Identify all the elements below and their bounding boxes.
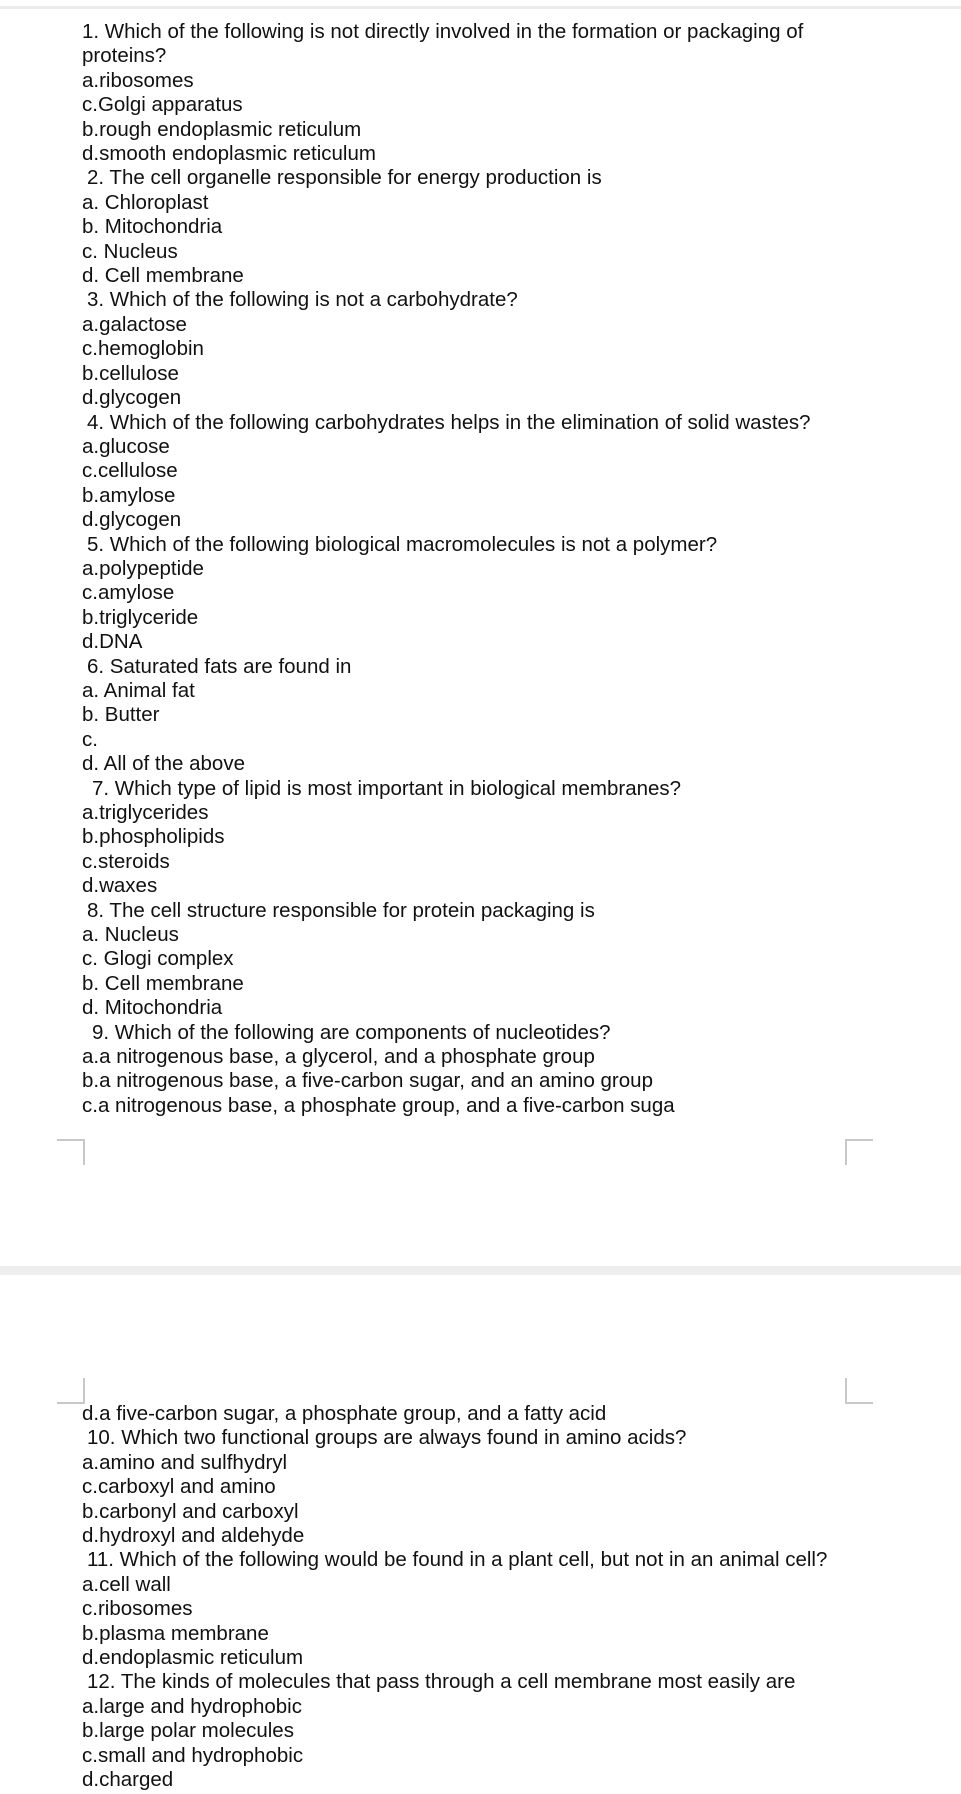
q5-option-a: a.polypeptide: [82, 556, 204, 580]
q9-question: 9. Which of the following are components of nucleotides?: [92, 1020, 611, 1044]
q12-question: 12. The kinds of molecules that pass through a cell membrane most easily are: [87, 1670, 796, 1694]
q10-option-b: b.carbonyl and carboxyl: [82, 1499, 299, 1523]
q10-option-c: c.carboxyl and amino: [82, 1475, 276, 1499]
page-corner-mark-bottom-left: [57, 1139, 85, 1165]
q9-option-c: c.a nitrogenous base, a phosphate group, and a five-carbon suga: [82, 1093, 675, 1117]
page-1-text: [82, 20, 882, 1118]
q8-option-c: c. Glogi complex: [82, 947, 234, 971]
q9-option-b: b.a nitrogenous base, a five-carbon sugar, and an amino group: [82, 1069, 653, 1093]
q7-option-b: b.phospholipids: [82, 825, 225, 849]
page-break: [0, 1266, 961, 1275]
q3-option-c: c.hemoglobin: [82, 337, 204, 361]
q5-option-c: c.amylose: [82, 581, 175, 605]
q7-option-d: d.waxes: [82, 874, 158, 898]
q9-option-a: a.a nitrogenous base, a glycerol, and a phosphate group: [82, 1045, 595, 1069]
q9-option-d: d.a five-carbon sugar, a phosphate group, and a fatty acid: [82, 1402, 607, 1425]
q4-option-b: b.amylose: [82, 483, 176, 507]
q10-question: 10. Which two functional groups are always found in amino acids?: [87, 1426, 687, 1450]
q7-option-a: a.triglycerides: [82, 801, 209, 824]
q2-option-b: b. Mitochondria: [82, 215, 223, 239]
q7-option-c: c.steroids: [82, 849, 170, 873]
q11-option-b: b.plasma membrane: [82, 1621, 269, 1645]
q1-option-a: a.ribosomes: [82, 68, 194, 92]
q1-option-b: b.rough endoplasmic reticulum: [82, 117, 362, 141]
q2-question: 2. The cell organelle responsible for energy production is: [87, 166, 602, 190]
page-corner-mark-top-right: [845, 1378, 873, 1404]
q12-option-c: c.small and hydrophobic: [82, 1743, 304, 1767]
q3-option-b: b.cellulose: [82, 361, 179, 385]
q12-option-a: a.large and hydrophobic: [82, 1694, 302, 1718]
q1-option-c: c.Golgi apparatus: [82, 93, 243, 117]
q6-option-a: a. Animal fat: [82, 678, 195, 702]
q5-question: 5. Which of the following biological macromolecules is not a polymer?: [87, 532, 718, 556]
q11-option-c: c.ribosomes: [82, 1597, 193, 1621]
q2-option-c: c. Nucleus: [82, 239, 178, 263]
q4-option-d: d.glycogen: [82, 508, 182, 532]
q4-question: 4. Which of the following carbohydrates helps in the elimination of solid wastes?: [87, 410, 811, 434]
q4-option-c: c.cellulose: [82, 459, 178, 483]
q7-question: 7. Which type of lipid is most important in biological membranes?: [92, 776, 682, 800]
q3-option-a: a.galactose: [82, 312, 187, 336]
q11-option-a: a.cell wall: [82, 1572, 171, 1596]
q10-option-a: a.amino and sulfhydryl: [82, 1450, 288, 1474]
q11-option-d: d.endoplasmic reticulum: [82, 1646, 304, 1670]
q6-question: 6. Saturated fats are found in: [87, 654, 352, 678]
q1-line-1: 1. Which of the following is not directly involved in the formation or packaging of: [82, 20, 804, 43]
q1-line-2: proteins?: [82, 44, 167, 68]
q8-option-d: d. Mitochondria: [82, 996, 223, 1020]
q4-option-a: a.glucose: [82, 434, 170, 458]
page-corner-mark-top-left: [57, 1378, 85, 1404]
q6-option-d: d. All of the above: [82, 752, 245, 776]
q11-question: 11. Which of the following would be found in a plant cell, but not in an animal cell?: [87, 1548, 828, 1572]
q6-option-b: b. Butter: [82, 703, 160, 727]
q3-option-d: d.glycogen: [82, 386, 182, 410]
q12-option-b: b.large polar molecules: [82, 1719, 294, 1743]
q1-option-d: d.smooth endoplasmic reticulum: [82, 142, 376, 166]
q6-option-c: c.: [82, 727, 98, 751]
q3-question: 3. Which of the following is not a carbohydrate?: [87, 288, 518, 312]
page-corner-mark-bottom-right: [845, 1139, 873, 1165]
q12-option-d: d.charged: [82, 1768, 174, 1792]
q2-option-a: a. Chloroplast: [82, 190, 209, 214]
q5-option-d: d.DNA: [82, 630, 143, 654]
q5-option-b: b.triglyceride: [82, 605, 199, 629]
q8-option-b: b. Cell membrane: [82, 971, 244, 995]
top-divider: [0, 6, 961, 9]
q8-option-a: a. Nucleus: [82, 923, 179, 947]
q10-option-d: d.hydroxyl and aldehyde: [82, 1524, 305, 1548]
page-2-text: [82, 1402, 882, 1793]
q8-question: 8. The cell structure responsible for protein packaging is: [87, 898, 595, 922]
q2-option-d: d. Cell membrane: [82, 264, 244, 288]
